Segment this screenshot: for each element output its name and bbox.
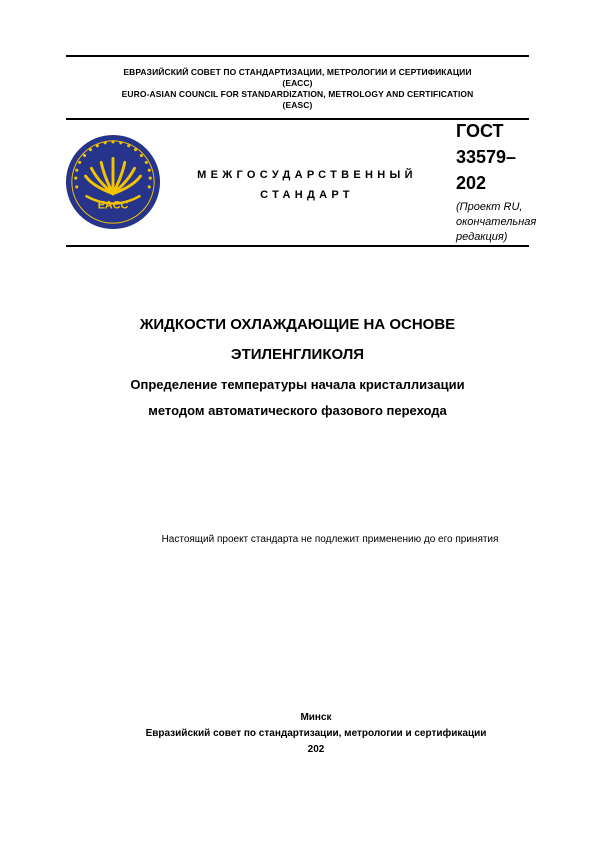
imprint-publisher: Евразийский совет по стандартизации, метрологии и сертификации <box>145 728 487 739</box>
bottom-header-rule <box>66 245 529 247</box>
imprint-year: 202 <box>307 744 325 755</box>
draft-notice: Настоящий проект стандарта не подлежит применению до его принятия <box>161 534 499 545</box>
gost-note-line-3: редакция) <box>456 231 508 243</box>
logo-text: EACC <box>97 199 129 212</box>
gost-note-line-1: (Проект RU, <box>456 201 523 213</box>
subtitle-line-2: методом автоматического фазового перехода <box>148 403 447 418</box>
subtitle-line-1: Определение температуры начала кристаллизации <box>130 377 465 392</box>
council-abbr-en: (EASC) <box>282 100 313 110</box>
interstate-standard-label <box>182 165 432 205</box>
gost-draft-note <box>456 200 566 245</box>
document-title <box>40 310 555 370</box>
council-abbr-ru: (ЕАСС) <box>282 78 313 88</box>
imprint <box>66 710 566 758</box>
council-name-en: EURO-ASIAN COUNCIL FOR STANDARDIZATION, METROLOGY AND CERTIFICATION <box>121 89 474 99</box>
title-line-1: ЖИДКОСТИ ОХЛАЖДАЮЩИЕ НА ОСНОВЕ <box>139 316 456 333</box>
document-subtitle <box>40 372 555 424</box>
title-line-2: ЭТИЛЕНГЛИКОЛЯ <box>230 346 365 363</box>
gost-year: 202 <box>456 173 487 193</box>
eacc-emblem-icon <box>64 133 162 231</box>
standard-line-2: СТАНДАРТ <box>260 189 354 201</box>
top-rule <box>66 55 529 57</box>
gost-designation <box>456 118 566 245</box>
council-name-ru: ЕВРАЗИЙСКИЙ СОВЕТ ПО СТАНДАРТИЗАЦИИ, МЕТРОЛОГИИ И СЕРТИФИКАЦИИ <box>123 67 472 77</box>
gost-label: ГОСТ <box>456 121 504 141</box>
council-header <box>66 67 529 111</box>
gost-number: 33579– <box>456 147 517 167</box>
standard-line-1: МЕЖГОСУДАРСТВЕННЫЙ <box>197 169 417 181</box>
gost-note-line-2: окончательная <box>456 216 537 228</box>
imprint-city: Минск <box>300 712 332 723</box>
